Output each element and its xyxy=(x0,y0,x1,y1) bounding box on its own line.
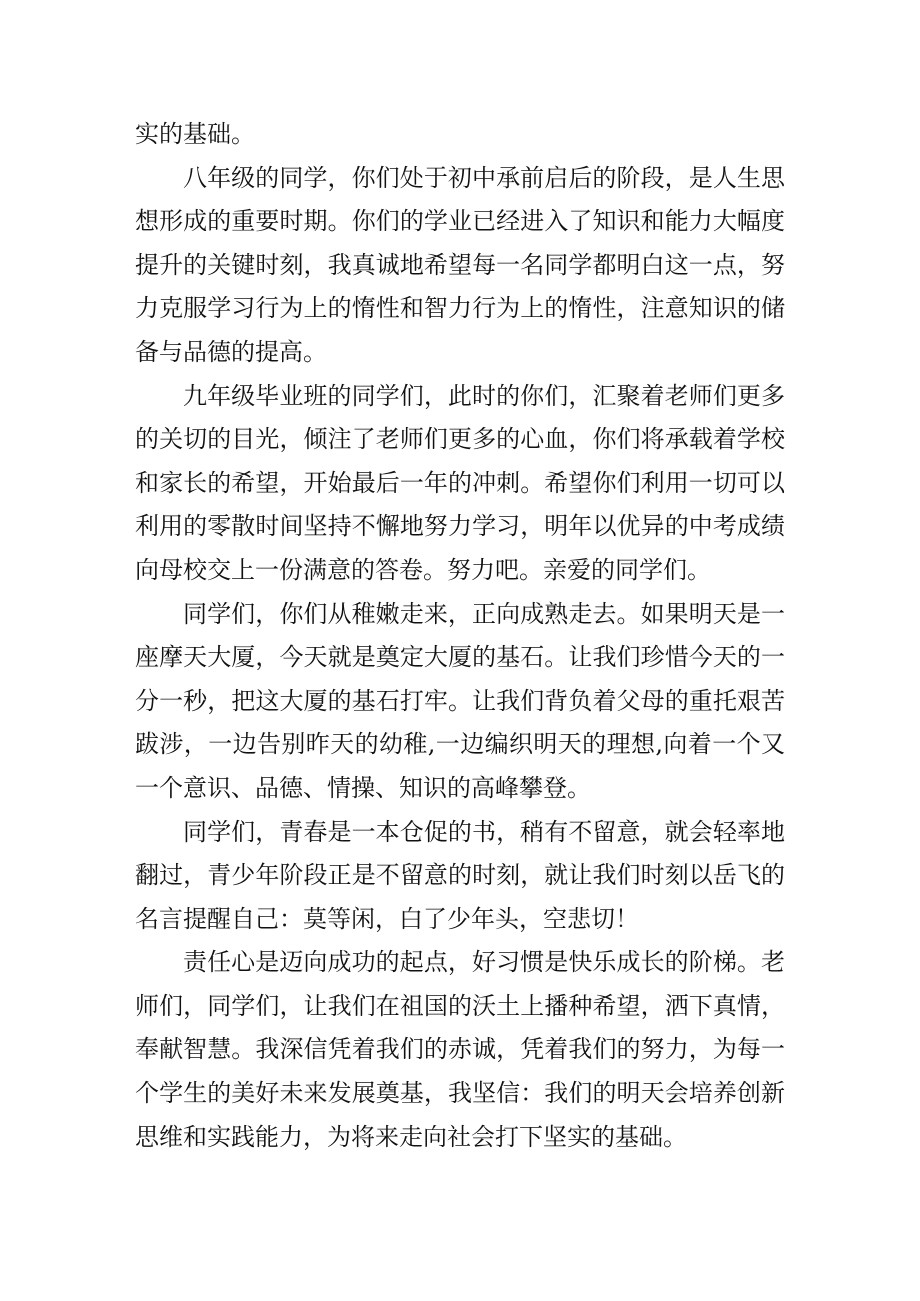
paragraph-continuation: 实的基础。 xyxy=(135,120,255,148)
paragraph-grade-eight: 八年级的同学，你们处于初中承前启后的阶段，是人生思想形成的重要时期。你们的学业已经进入了知识和能力大幅度提升的关键时刻，我真诚地希望每一名同学都明白这一点，努力克服学习行为上的惰性和智力行为上的惰性，注意知识的储备与品德的提高。 xyxy=(135,163,785,366)
paragraph-grade-nine: 九年级毕业班的同学们，此时的你们，汇聚着老师们更多的关切的目光，倾注了老师们更多的心血，你们将承载着学校和家长的希望，开始最后一年的冲刺。希望你们利用一切可以利用的零散时间坚持不懈地努力学习，明年以优异的中考成绩向母校交上一份满意的答卷。努力吧。亲爱的同学们。 xyxy=(135,381,785,584)
paragraph-growth: 同学们，你们从稚嫩走来，正向成熟走去。如果明天是一座摩天大厦，今天就是奠定大厦的基石。让我们珍惜今天的一分一秒，把这大厦的基石打牢。让我们背负着父母的重托艰苦跋涉，一边告别昨天的幼稚,一边编织明天的理想,向着一个又一个意识、品德、情操、知识的高峰攀登。 xyxy=(135,599,785,802)
paragraph-youth: 同学们，青春是一本仓促的书，稍有不留意，就会轻率地翻过，青少年阶段正是不留意的时刻，就让我们时刻以岳飞的名言提醒自己：莫等闲，白了少年头，空悲切！ xyxy=(135,817,785,933)
paragraph-conclusion: 责任心是迈向成功的起点，好习惯是快乐成长的阶梯。老师们，同学们，让我们在祖国的沃土上播种希望，洒下真情，奉献智慧。我深信凭着我们的赤诚，凭着我们的努力，为每一个学生的美好未来发展奠基，我坚信：我们的明天会培养创新思维和实践能力，为将来走向社会打下坚实的基础。 xyxy=(135,948,785,1151)
